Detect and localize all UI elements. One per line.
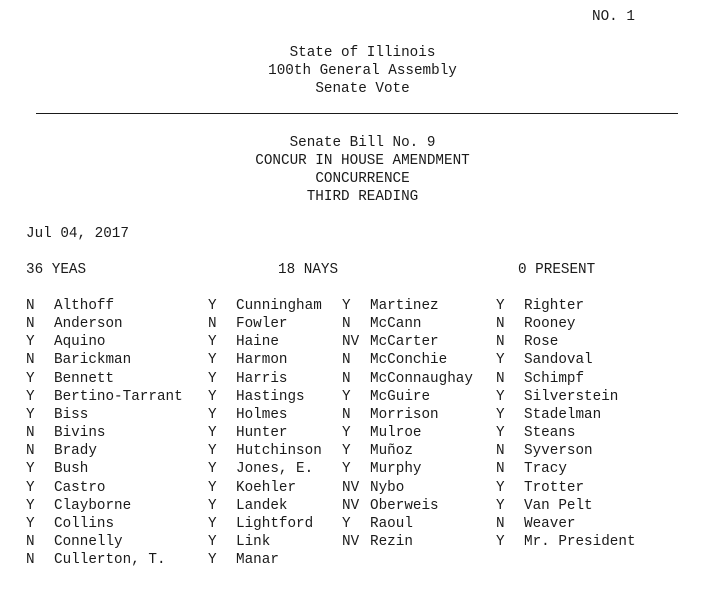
- vote-code: Y: [208, 497, 217, 514]
- roll-call-row: [496, 388, 696, 406]
- vote-code: Y: [496, 534, 505, 551]
- senator-name: Nybo: [370, 479, 405, 496]
- vote-code: Y: [496, 298, 505, 314]
- vote-code: N: [496, 370, 505, 387]
- senator-name: Lightford: [236, 515, 314, 532]
- senator-name: Holmes: [236, 406, 288, 423]
- senator-name: Oberweis: [370, 497, 439, 514]
- senator-name: Link: [236, 534, 271, 551]
- senator-name: Stadelman: [524, 406, 602, 423]
- senator-name: Cullerton, T.: [54, 552, 166, 569]
- vote-code: Y: [208, 534, 217, 551]
- senator-name: Harris: [236, 370, 288, 387]
- vote-code: NV: [342, 534, 360, 551]
- vote-code: Y: [26, 461, 35, 478]
- senator-name: Althoff: [54, 298, 115, 314]
- vote-code: N: [496, 443, 505, 460]
- vote-code: Y: [342, 443, 351, 460]
- roll-call-row: [496, 479, 696, 497]
- vote-code: N: [26, 534, 35, 551]
- senator-name: Manar: [236, 552, 279, 569]
- senator-name: Fowler: [236, 316, 288, 333]
- roll-call-row: [496, 460, 696, 478]
- vote-code: N: [496, 461, 505, 478]
- senator-name: Rooney: [524, 316, 576, 333]
- roll-call-row: [26, 370, 226, 388]
- roll-call-row: [26, 479, 226, 497]
- vote-code: N: [26, 316, 35, 333]
- vote-code: Y: [496, 352, 505, 369]
- vote-code: Y: [496, 425, 505, 442]
- roll-call-row: [26, 442, 226, 460]
- roll-call-row: [26, 406, 226, 424]
- vote-code: Y: [342, 461, 351, 478]
- vote-code: Y: [208, 425, 217, 442]
- nays-count: 18 NAYS: [278, 262, 339, 278]
- vote-code: NV: [342, 334, 360, 351]
- senator-name: McCarter: [370, 334, 439, 351]
- senator-name: Biss: [54, 406, 89, 423]
- senator-name: Collins: [54, 515, 115, 532]
- vote-code: Y: [208, 443, 217, 460]
- roll-call-column-4: [496, 297, 696, 551]
- senator-name: Morrison: [370, 406, 439, 423]
- roll-call-row: [496, 515, 696, 533]
- roll-call-row: [496, 406, 696, 424]
- vote-code: Y: [208, 515, 217, 532]
- vote-code: Y: [208, 552, 217, 569]
- roll-call-row: [26, 460, 226, 478]
- vote-code: Y: [26, 406, 35, 423]
- senator-name: Bennett: [54, 370, 115, 387]
- vote-code: Y: [26, 497, 35, 514]
- vote-code: Y: [208, 461, 217, 478]
- vote-code: Y: [496, 388, 505, 405]
- senator-name: Haine: [236, 334, 279, 351]
- roll-call-row: [208, 551, 408, 569]
- chamber-vote-heading: Senate Vote: [315, 81, 410, 97]
- roll-call-row: [496, 315, 696, 333]
- bill-number: Senate Bill No. 9: [289, 135, 436, 151]
- vote-code: Y: [342, 388, 351, 405]
- roll-call-row: [496, 497, 696, 515]
- senator-name: McConnaughay: [370, 370, 473, 387]
- roll-call-row: [26, 333, 226, 351]
- senator-name: Bush: [54, 461, 89, 478]
- vote-code: N: [342, 370, 351, 387]
- roll-call-row: [26, 424, 226, 442]
- roll-call-row: [26, 497, 226, 515]
- vote-code: N: [26, 298, 35, 314]
- vote-code: N: [496, 316, 505, 333]
- vote-code: Y: [208, 370, 217, 387]
- senator-name: Anderson: [54, 316, 123, 333]
- senator-name: Trotter: [524, 479, 585, 496]
- senator-name: McGuire: [370, 388, 431, 405]
- present-count: 0 PRESENT: [518, 262, 596, 278]
- senator-name: Castro: [54, 479, 106, 496]
- vote-code: Y: [208, 334, 217, 351]
- vote-code: NV: [342, 479, 360, 496]
- senator-name: Muñoz: [370, 443, 413, 460]
- senator-name: Hutchinson: [236, 443, 322, 460]
- roll-call-row: [496, 370, 696, 388]
- roll-call-row: [496, 351, 696, 369]
- roll-call-row: [26, 533, 226, 551]
- vote-code: N: [208, 316, 217, 333]
- bill-reading: THIRD READING: [306, 189, 419, 205]
- vote-code: Y: [496, 479, 505, 496]
- vote-date: Jul 04, 2017: [26, 226, 129, 242]
- senator-name: Jones, E.: [236, 461, 314, 478]
- roll-call-row: [496, 424, 696, 442]
- roll-call-row: [26, 515, 226, 533]
- roll-call-row: [26, 551, 226, 569]
- senator-name: Rezin: [370, 534, 413, 551]
- bill-motion: CONCURRENCE: [315, 171, 410, 187]
- senator-name: Rose: [524, 334, 559, 351]
- state-heading: State of Illinois: [289, 45, 436, 61]
- senator-name: Brady: [54, 443, 97, 460]
- assembly-heading: 100th General Assembly: [268, 63, 457, 79]
- roll-call-row: [496, 442, 696, 460]
- vote-code: N: [342, 352, 351, 369]
- senator-name: Mr. President: [524, 534, 636, 551]
- vote-code: Y: [208, 406, 217, 423]
- senator-name: Koehler: [236, 479, 297, 496]
- senator-name: Martinez: [370, 298, 439, 314]
- senator-name: Van Pelt: [524, 497, 593, 514]
- senator-name: Syverson: [524, 443, 593, 460]
- roll-call-row: [496, 297, 696, 315]
- roll-call-row: [26, 351, 226, 369]
- bill-action: CONCUR IN HOUSE AMENDMENT: [255, 153, 470, 169]
- vote-code: N: [342, 406, 351, 423]
- senator-name: Murphy: [370, 461, 422, 478]
- vote-code: Y: [208, 479, 217, 496]
- senator-name: Sandoval: [524, 352, 593, 369]
- vote-code: N: [26, 443, 35, 460]
- roll-call-row: [26, 297, 226, 315]
- senator-name: Steans: [524, 425, 576, 442]
- roll-call-row: [26, 315, 226, 333]
- vote-code: Y: [26, 515, 35, 532]
- senator-name: Hunter: [236, 425, 288, 442]
- vote-code: N: [496, 334, 505, 351]
- vote-code: Y: [496, 406, 505, 423]
- senator-name: Connelly: [54, 534, 123, 551]
- senator-name: Hastings: [236, 388, 305, 405]
- vote-code: N: [26, 352, 35, 369]
- senator-name: McConchie: [370, 352, 448, 369]
- vote-code: Y: [26, 388, 35, 405]
- roll-call-column-1: [26, 297, 226, 569]
- vote-code: Y: [342, 425, 351, 442]
- vote-code: N: [26, 552, 35, 569]
- vote-code: Y: [208, 388, 217, 405]
- vote-code: Y: [208, 352, 217, 369]
- senator-name: Mulroe: [370, 425, 422, 442]
- roll-call-row: [496, 533, 696, 551]
- vote-code: N: [342, 316, 351, 333]
- senator-name: Raoul: [370, 515, 413, 532]
- senator-name: Schimpf: [524, 370, 585, 387]
- senator-name: Cunningham: [236, 298, 322, 314]
- vote-code: Y: [208, 298, 217, 314]
- header-divider: [36, 113, 678, 114]
- senator-name: Bivins: [54, 425, 106, 442]
- senator-name: Righter: [524, 298, 585, 314]
- vote-code: Y: [342, 298, 351, 314]
- senator-name: Weaver: [524, 515, 576, 532]
- senator-name: Barickman: [54, 352, 132, 369]
- page-number: NO. 1: [592, 9, 635, 25]
- senator-name: Clayborne: [54, 497, 132, 514]
- vote-code: Y: [496, 497, 505, 514]
- vote-code: Y: [26, 334, 35, 351]
- vote-code: N: [26, 425, 35, 442]
- vote-code: Y: [342, 515, 351, 532]
- roll-call-row: [26, 388, 226, 406]
- vote-code: N: [496, 515, 505, 532]
- senator-name: Harmon: [236, 352, 288, 369]
- vote-code: Y: [26, 479, 35, 496]
- roll-call-row: [496, 333, 696, 351]
- yeas-count: 36 YEAS: [26, 262, 87, 278]
- vote-code: NV: [342, 497, 360, 514]
- senator-name: Landek: [236, 497, 288, 514]
- senator-name: Bertino-Tarrant: [54, 388, 183, 405]
- senator-name: Aquino: [54, 334, 106, 351]
- senator-name: Silverstein: [524, 388, 619, 405]
- senator-name: Tracy: [524, 461, 567, 478]
- vote-code: Y: [26, 370, 35, 387]
- senator-name: McCann: [370, 316, 422, 333]
